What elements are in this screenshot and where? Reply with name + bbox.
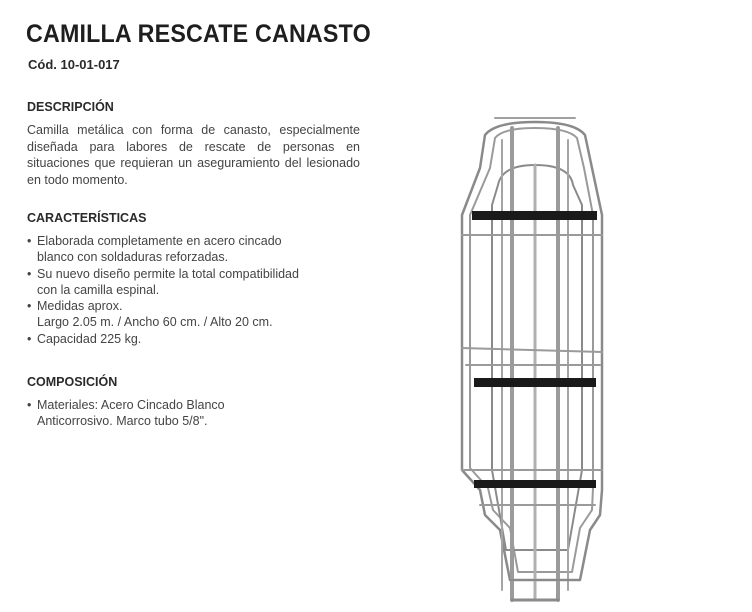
composition-list [27,397,367,430]
feature-line: con la camilla espinal. [37,282,160,297]
composition-heading: COMPOSICIÓN [27,375,118,389]
basket-stretcher-illustration [440,110,620,607]
feature-item [27,331,367,347]
feature-line: Largo 2.05 m. / Ancho 60 cm. / Alto 20 cm. [37,315,273,330]
feature-item [27,298,367,331]
product-code: Cód. 10-01-017 [28,57,120,72]
features-heading: CARACTERÍSTICAS [27,211,147,225]
composition-line: Anticorrosivo. Marco tubo 5/8". [37,414,208,429]
description-text: Camilla metálica con forma de canasto, especialmente diseñada para labores de rescate de personas en situaciones que requieran un aseguramiento del lesionado en todo momento. [27,123,360,187]
composition-line: • Materiales: Acero Cincado Blanco [37,398,225,412]
feature-line: • Su nuevo diseño permite la total compatibilidad [37,266,299,281]
feature-item [27,233,367,266]
description-heading: DESCRIPCIÓN [27,100,114,114]
feature-line: • Medidas aprox. [37,299,123,314]
feature-item [27,266,367,299]
strap [472,211,597,220]
composition-item [27,397,367,430]
feature-line: • Capacidad 225 kg. [37,331,142,346]
product-title: CAMILLA RESCATE CANASTO [26,20,371,48]
features-list [27,233,367,347]
strap [474,480,596,488]
strap [474,378,596,387]
feature-line: blanco con soldaduras reforzadas. [37,250,229,265]
stretcher-svg [440,110,620,607]
feature-line: • Elaborada completamente en acero cincado [37,234,282,248]
